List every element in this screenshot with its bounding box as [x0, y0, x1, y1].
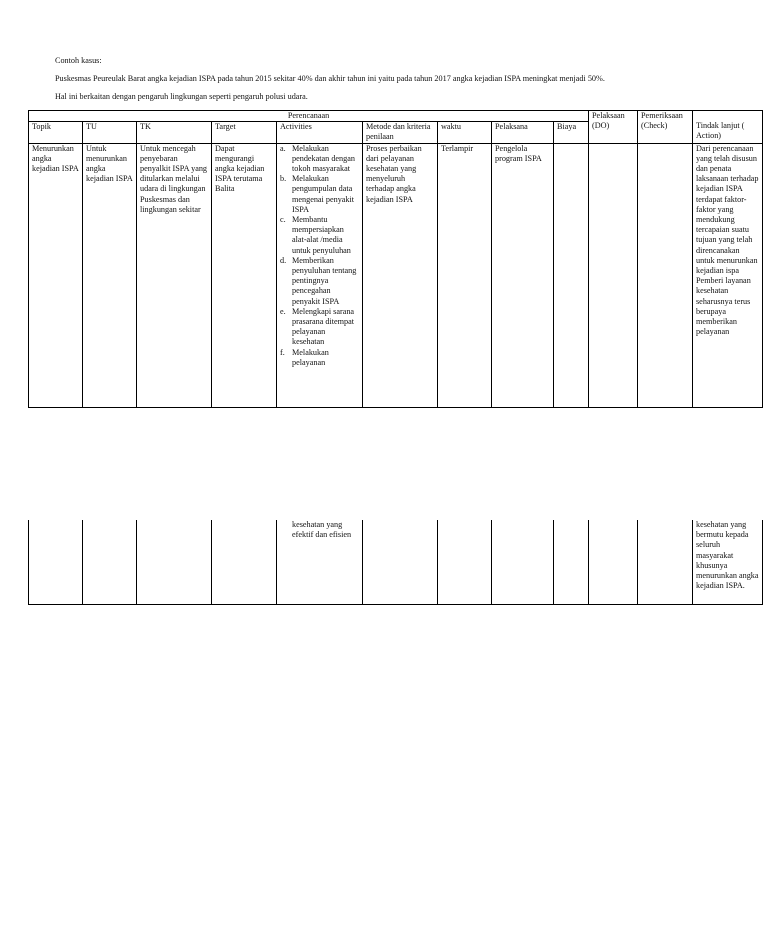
header-perencanaan: Perencanaan [29, 111, 589, 122]
header-pemeriksaan: Pemeriksaan (Check) [638, 111, 693, 144]
list-marker: e. [280, 306, 286, 316]
header-tu: TU [83, 122, 137, 143]
list-item-text: Melakukan pelayanan [292, 347, 329, 367]
cell-pelaksaan-cont [589, 520, 638, 605]
header-metode: Metode dan kriteria penilaan [363, 122, 438, 143]
list-item [280, 174, 359, 215]
list-item [280, 348, 359, 368]
header-tk: TK [137, 122, 212, 143]
list-item [280, 144, 359, 175]
cell-metode-cont [363, 520, 438, 605]
planning-table [28, 110, 763, 408]
header-biaya: Biaya [554, 122, 589, 143]
list-marker: d. [280, 255, 287, 265]
intro-case-label: Contoh kasus: [55, 56, 102, 65]
list-item-text: Memberikan penyuluhan tentang pentingnya pencegahan penyakit ISPA [292, 255, 357, 306]
list-marker: a. [280, 143, 286, 153]
activities-list [280, 144, 359, 368]
list-item-text: Melakukan pendekatan dengan tokoh masyarakat [292, 143, 355, 174]
list-marker: f. [280, 347, 285, 357]
cell-biaya [554, 143, 589, 407]
cell-biaya-cont [554, 520, 589, 605]
cell-pemeriksaan [638, 143, 693, 407]
cell-activities [277, 143, 363, 407]
cell-metode: Proses perbaikan dari pelayanan kesehatan yang menyeluruh terhadap angka kejadian ISPA [363, 143, 438, 407]
intro-case-note: Hal ini berkaitan dengan pengaruh lingkungan seperti pengaruh polusi udara. [55, 92, 308, 101]
header-topik: Topik [29, 122, 83, 143]
cell-pelaksana-cont [492, 520, 554, 605]
header-pelaksaan: Pelaksaan (DO) [589, 111, 638, 144]
cell-tindak-lanjut: Dari perencanaan yang telah disusun dan penata laksanaan terhadap kejadian ISPA terdapat faktor-faktor yang mendukung tercapaian suatu tujuan yang telah direncanakan untuk menurunkan kejadian ispa Pemberi layanan kesehatan seharusnya terus berupaya memberikan pelayanan [693, 143, 763, 407]
list-marker: c. [280, 215, 286, 225]
list-item-text: Melengkapi sarana prasarana ditempat pelayanan kesehatan [292, 306, 355, 347]
table-row [29, 143, 763, 407]
cell-pelaksaan [589, 143, 638, 407]
header-target: Target [212, 122, 277, 143]
list-item [280, 215, 359, 256]
list-marker: b. [280, 174, 287, 184]
cell-topik: Menurunkan angka kejadian ISPA [29, 143, 83, 407]
cell-pemeriksaan-cont [638, 520, 693, 605]
cell-topik-cont [29, 520, 83, 605]
table-row [29, 520, 763, 605]
cell-waktu: Terlampir [438, 143, 492, 407]
intro-case-description: Puskesmas Peureulak Barat angka kejadian ISPA pada tahun 2015 sekitar 40% dan akhir tahun ini yaitu pada tahun 2017 angka kejadian ISPA meningkat menjadi 50%. [55, 74, 605, 83]
header-tindak-lanjut: Tindak lanjut ( Action) [693, 111, 763, 144]
list-item [280, 256, 359, 307]
cell-tk-cont [137, 520, 212, 605]
cell-activities-cont: kesehatan yang efektif dan efisien [277, 520, 363, 605]
cell-tu: Untuk menurunkan angka kejadian ISPA [83, 143, 137, 407]
header-pelaksana: Pelaksana [492, 122, 554, 143]
list-item-text: Melakukan pengumpulan data mengenai penyakit ISPA [292, 174, 355, 214]
planning-table-continuation [28, 520, 763, 605]
cell-waktu-cont [438, 520, 492, 605]
cell-tindak-lanjut-cont: kesehatan yang bermutu kepada seluruh masyarakat khusunya menurunkan angka kejadian ISPA. [693, 520, 763, 605]
cell-target: Dapat mengurangi angka kejadian ISPA terutama Balita [212, 143, 277, 407]
group-header-row [29, 111, 763, 122]
cell-tu-cont [83, 520, 137, 605]
header-activities: Activities [277, 122, 363, 143]
cell-pelaksana: Pengelola program ISPA [492, 143, 554, 407]
list-item-text: Membantu mempersiapkan alat-alat /media untuk penyuluhan [292, 215, 351, 255]
list-item [280, 307, 359, 348]
cell-tk: Untuk mencegah penyebaran penyalkit ISPA yang ditularkan melalui udara di lingkungan Puskesmas dan lingkungan sekitar [137, 143, 212, 407]
header-waktu: waktu [438, 122, 492, 143]
cell-target-cont [212, 520, 277, 605]
